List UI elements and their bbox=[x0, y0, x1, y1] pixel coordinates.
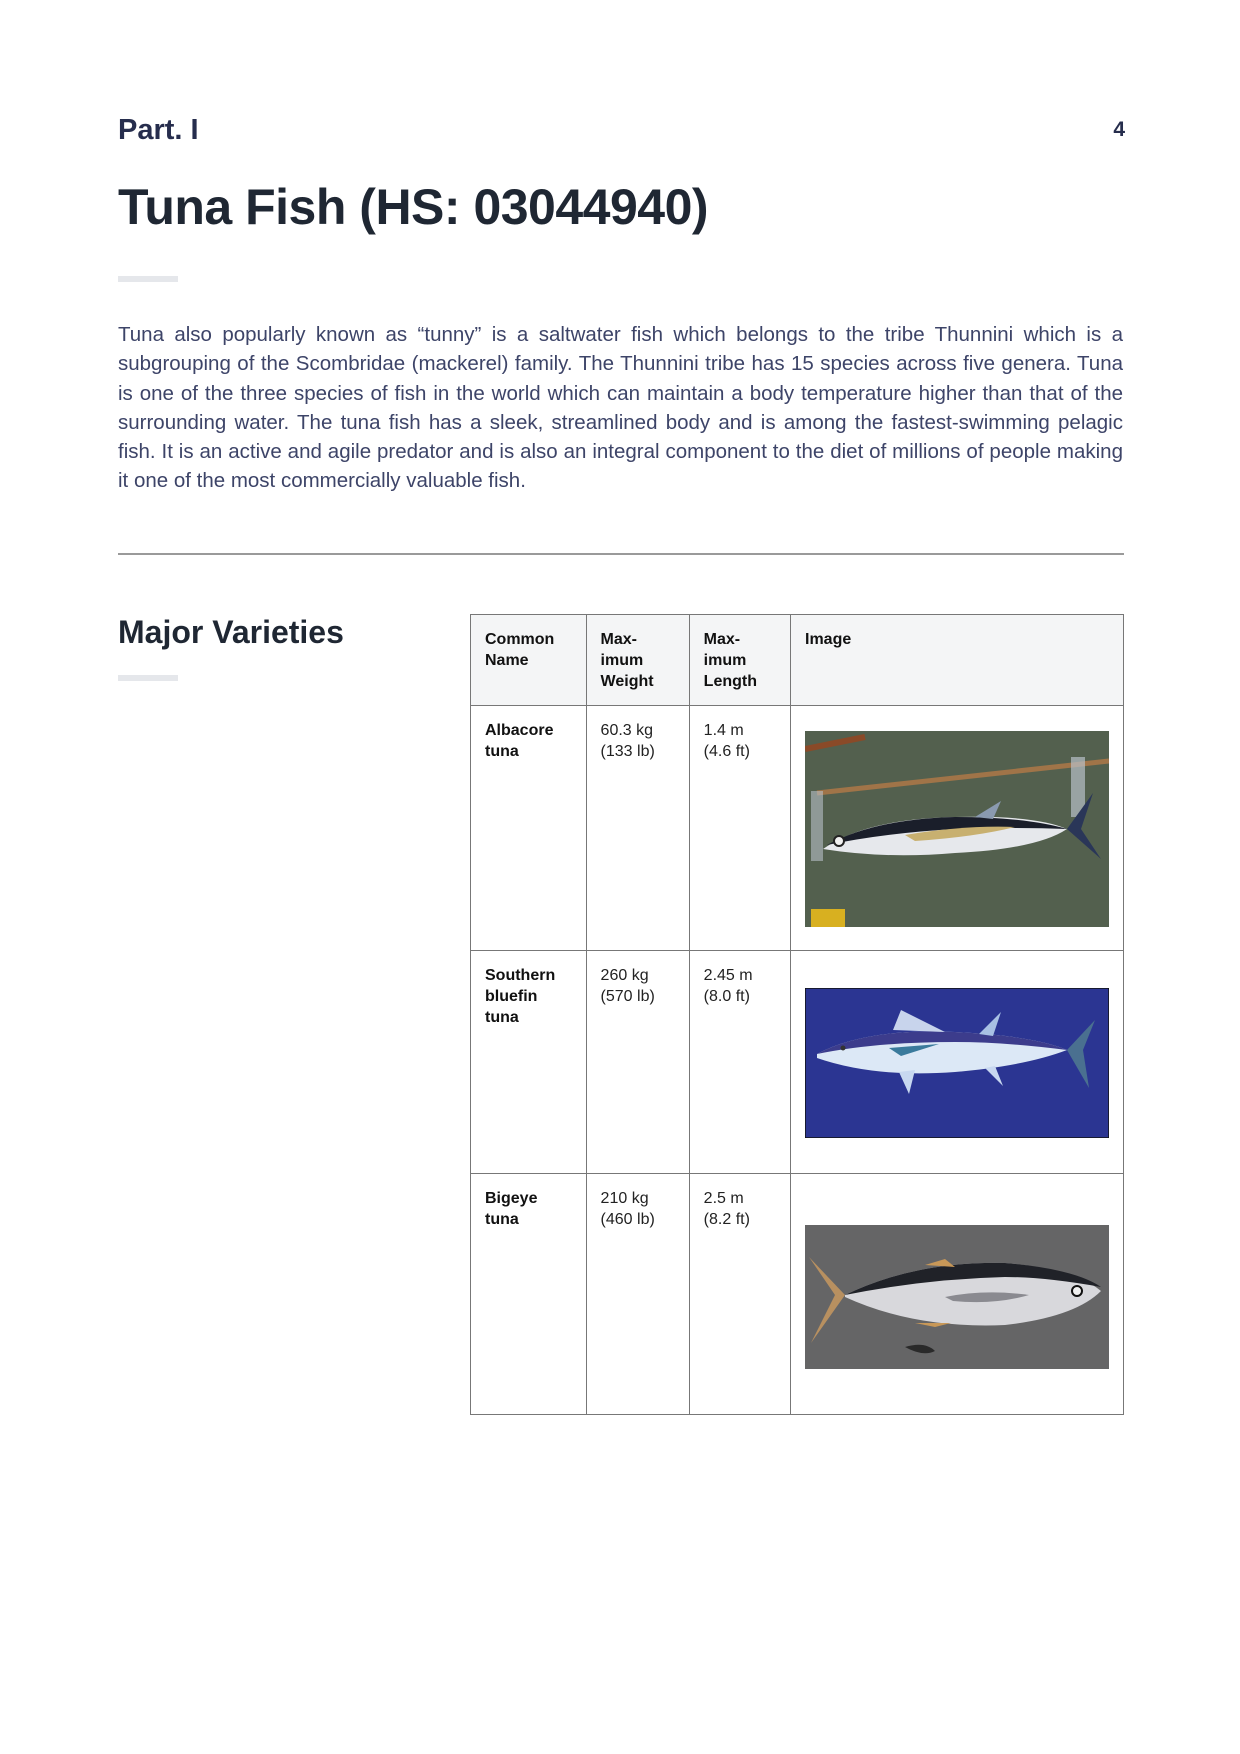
cell-text: bluefin bbox=[485, 988, 538, 1005]
cell-text: 210 kg bbox=[600, 1190, 649, 1207]
header-text: Max- bbox=[600, 631, 637, 648]
header-text: Image bbox=[805, 631, 852, 648]
header-text: Name bbox=[485, 652, 529, 669]
header-text: Max- bbox=[703, 631, 741, 648]
image-cell bbox=[791, 951, 1124, 1174]
max-length-cell bbox=[689, 706, 790, 951]
max-length-cell bbox=[689, 1174, 790, 1415]
cell-text: (133 lb) bbox=[600, 743, 655, 760]
cell-text: 60.3 kg bbox=[600, 722, 654, 739]
column-header-image bbox=[791, 615, 1124, 706]
column-header-common-name bbox=[471, 615, 587, 706]
common-name-cell bbox=[471, 1174, 587, 1415]
image-cell bbox=[791, 1174, 1124, 1415]
cell-text: tuna bbox=[485, 1211, 519, 1228]
cell-text: (570 lb) bbox=[600, 988, 655, 1005]
cell-text: (4.6 ft) bbox=[703, 743, 750, 760]
cell-text: (8.2 ft) bbox=[703, 1211, 750, 1228]
max-length-cell bbox=[689, 951, 790, 1174]
table-header-row bbox=[471, 615, 1124, 706]
max-weight-cell bbox=[586, 951, 689, 1174]
cell-text: tuna bbox=[485, 1009, 519, 1026]
common-name-cell bbox=[471, 706, 587, 951]
cell-text: tuna bbox=[485, 743, 519, 760]
header-text: Weight bbox=[600, 673, 654, 690]
column-header-max-length bbox=[689, 615, 790, 706]
cell-text: Bigeye bbox=[485, 1190, 538, 1207]
albacore-tuna-image bbox=[805, 731, 1109, 927]
header-text: imum bbox=[703, 652, 747, 669]
image-cell bbox=[791, 706, 1124, 951]
section-title: Major Varieties bbox=[118, 614, 344, 650]
section-accent-bar bbox=[118, 675, 178, 681]
part-label: Part. I bbox=[118, 114, 199, 146]
page-number: 4 bbox=[1113, 118, 1125, 141]
header-text: Length bbox=[703, 673, 757, 690]
section-divider bbox=[118, 553, 1124, 555]
title-accent-bar bbox=[118, 276, 178, 282]
cell-text: 260 kg bbox=[600, 967, 649, 984]
southern-bluefin-tuna-image bbox=[805, 988, 1109, 1138]
cell-text: Albacore bbox=[485, 722, 554, 739]
cell-text: (460 lb) bbox=[600, 1211, 655, 1228]
header-text: Common bbox=[485, 631, 555, 648]
table-row bbox=[471, 1174, 1124, 1415]
varieties-table bbox=[470, 614, 1124, 1415]
cell-text: 1.4 m bbox=[703, 722, 744, 739]
cell-text: 2.45 m bbox=[703, 967, 753, 984]
bigeye-tuna-image bbox=[805, 1225, 1109, 1369]
cell-text: Southern bbox=[485, 967, 556, 984]
page-title: Tuna Fish (HS: 03044940) bbox=[118, 179, 709, 235]
cell-text: (8.0 ft) bbox=[703, 988, 750, 1005]
common-name-cell bbox=[471, 951, 587, 1174]
header-text: imum bbox=[600, 652, 644, 669]
table-row bbox=[471, 951, 1124, 1174]
intro-paragraph: Tuna also popularly known as “tunny” is a saltwater fish which belongs to the tribe Thunnini which is a subgrouping of the Scombridae (mackerel) family. The Thunnini tribe has 15 species across five genera. Tuna is one of the three species of fish in the world which can maintain a body temperature higher than that of the surrounding water. The tuna fish has a sleek, streamlined body and is among the fastest-swimming pelagic fish. It is an active and agile predator and is also an integral component to the diet of millions of people making it one of the most commercially valuable fish. bbox=[118, 323, 1123, 493]
max-weight-cell bbox=[586, 706, 689, 951]
max-weight-cell bbox=[586, 1174, 689, 1415]
column-header-max-weight bbox=[586, 615, 689, 706]
table-row bbox=[471, 706, 1124, 951]
cell-text: 2.5 m bbox=[703, 1190, 744, 1207]
